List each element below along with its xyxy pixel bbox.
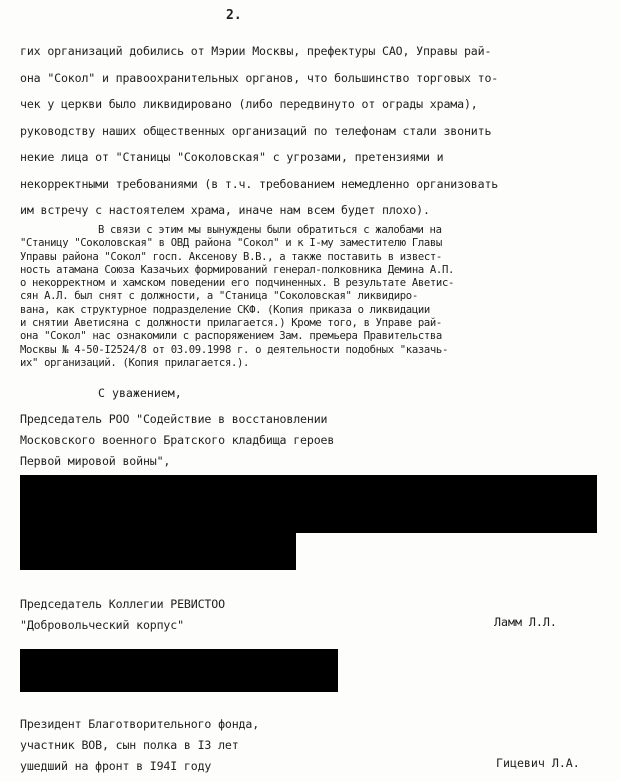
text-line: чек у церкви было ликвидировано (либо передвинуто от ограды храма), xyxy=(20,97,478,111)
redaction-bar xyxy=(20,475,597,533)
text-line: руководству наших общественных организаций по телефонам стали звонить xyxy=(20,123,492,138)
signatory-2-name: Ламм Л.Л. xyxy=(494,615,557,629)
signatory-block-3 xyxy=(20,714,259,777)
text-line: она "Сокол" и правоохранительных органов, что большинство торговых то- xyxy=(20,70,499,85)
text-line: гих организаций добились от Мэрии Москвы, префектуры САО, Управы рай- xyxy=(20,44,492,58)
text-line: вана, как структурное подразделение СКФ. (Копия приказа о ликвидации xyxy=(20,303,430,316)
text-line: и снятии Аветисяна с должности прилагается.) Кроме того, в Управе рай- xyxy=(20,317,442,330)
paragraph-continuation xyxy=(20,38,605,224)
redaction-bar xyxy=(20,649,338,692)
paragraph-complaints xyxy=(20,224,605,370)
text-line: о некорректном и хамском поведении его подчиненных. В результате Аветис- xyxy=(20,277,455,290)
text-line: "Станицу "Соколовская" в ОВД района "Сокол" и к I-му заместителю Главы xyxy=(20,237,442,250)
text-line: их" организаций. (Копия прилагается.). xyxy=(20,356,250,369)
signatory-title-line: Московского военного Братского кладбища героев xyxy=(20,433,335,447)
signatory-block-2 xyxy=(20,594,225,636)
text-line: В связи с этим мы вынуждены были обратиться с жалобами на xyxy=(98,224,442,236)
signatory-title-line: участник ВОВ, сын полка в I3 лет xyxy=(20,738,239,752)
closing-regards: С уважением, xyxy=(98,386,182,400)
signatory-title-line: Председатель РОО "Содействие в восстановлении xyxy=(20,412,328,426)
redaction-bar xyxy=(20,533,296,570)
signatory-title-line: ушедший на фронт в I94I году xyxy=(20,759,212,773)
signatory-block-1 xyxy=(20,409,334,472)
text-line: Москвы № 4-50-I2524/8 от 03.09.1998 г. о деятельности подобных "казачь- xyxy=(20,343,448,356)
text-line: некие лица от "Станицы "Соколовская" с угрозами, претензиями и xyxy=(20,150,444,164)
text-line: Управы района "Сокол" госп. Аксенову В.В., а также поставить в извест- xyxy=(20,250,442,263)
signatory-title-line: Председатель Коллегии РЕВИСТОО xyxy=(20,597,225,611)
signatory-title-line: Президент Благотворительного фонда, xyxy=(20,717,260,731)
text-line: сян А.Л. был снят с должности, а "Станица "Соколовская" ликвидиро- xyxy=(20,290,418,303)
signatory-title-line: "Добровольческий корпус" xyxy=(20,618,184,632)
signatory-3-name: Гицевич Л.А. xyxy=(496,756,580,770)
text-line: им встречу с настоятелем храма, иначе нам всем будет плохо). xyxy=(20,203,430,217)
text-line: ность атамана Союза Казачьих формирований генерал-полковника Демина А.П. xyxy=(20,263,455,276)
text-line: некорректными требованиями (в т.ч. требованием немедленно организовать xyxy=(20,176,499,191)
text-line: она "Сокол" нас ознакомили с распоряжением Зам. премьера Правительства xyxy=(20,330,442,343)
signatory-title-line: Первой мировой войны", xyxy=(20,454,171,468)
page-number: 2. xyxy=(226,8,242,23)
